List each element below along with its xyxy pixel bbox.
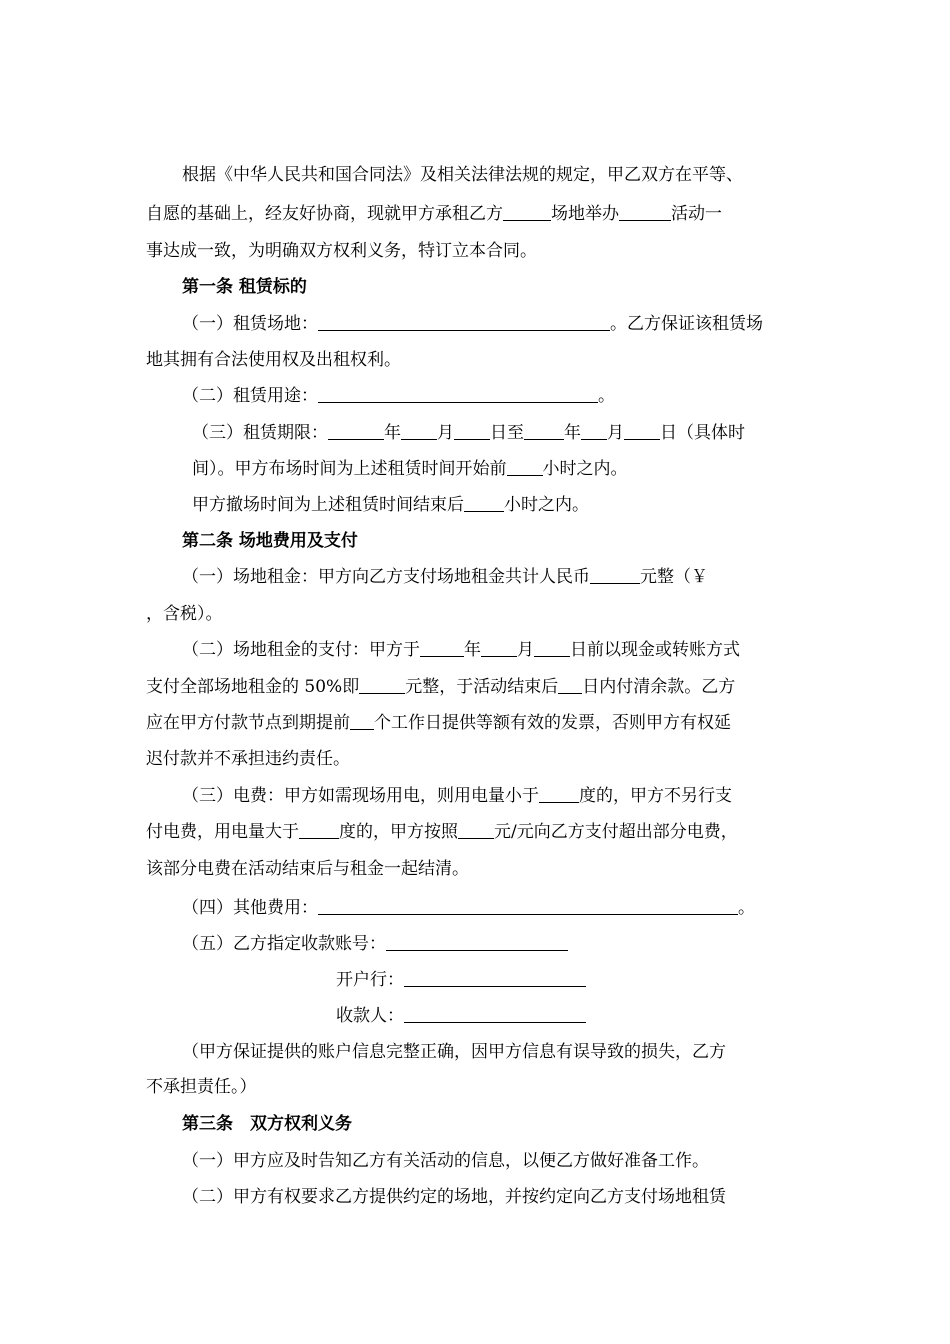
teardown-line: 甲方撤场时间为上述租赁时间结束后 小时之内。 xyxy=(192,495,589,515)
blank-field xyxy=(590,567,640,584)
venue-line-2: 地其拥有合法使用权及出租权利。 xyxy=(146,350,401,370)
blank-field xyxy=(458,822,494,839)
blank-field xyxy=(401,423,437,440)
blank-field xyxy=(624,423,660,440)
payment-line-3: 应在甲方付款节点到期提前 个工作日提供等额有效的发票，否则甲方有权延 xyxy=(146,713,731,733)
blank-field xyxy=(350,713,374,730)
blank-field xyxy=(464,495,504,512)
article-3-heading: 第三条 双方权利义务 xyxy=(182,1114,352,1134)
article-1-heading: 第一条 租赁标的 xyxy=(182,277,307,297)
venue-line: （一）租赁场地： 。乙方保证该租赁场 xyxy=(182,314,763,334)
term-line-2: 间）。甲方布场时间为上述租赁时间开始前 小时之内。 xyxy=(192,459,628,479)
blank-field xyxy=(328,423,384,440)
payee-line: 收款人： xyxy=(336,1005,586,1027)
blank-field xyxy=(481,640,517,657)
blank-field xyxy=(503,204,551,221)
rent-line: （一）场地租金：甲方向乙方支付场地租金共计人民币 元整（￥ xyxy=(182,567,708,587)
article-2-heading: 第二条 场地费用及支付 xyxy=(182,531,358,551)
rights-item-2: （二）甲方有权要求乙方提供约定的场地，并按约定向乙方支付场地租赁 xyxy=(182,1187,726,1207)
intro-line-1: 根据《中华人民共和国合同法》及相关法律法规的规定，甲乙双方在平等、 xyxy=(182,165,743,185)
blank-field xyxy=(581,423,607,440)
account-line: （五）乙方指定收款账号： xyxy=(182,933,568,955)
blank-field xyxy=(299,822,339,839)
other-fees-line: （四）其他费用： 。 xyxy=(182,898,755,918)
blank-field xyxy=(359,677,405,694)
blank-field xyxy=(524,423,564,440)
blank-field xyxy=(507,459,543,476)
account-note-line-2: 不承担责任。） xyxy=(146,1077,257,1097)
blank-field xyxy=(404,970,586,987)
electricity-line-2: 付电费，用电量大于 度的，甲方按照 元/元向乙方支付超出部分电费， xyxy=(146,822,738,842)
intro-line-2: 自愿的基础上，经友好协商，现就甲方承租乙方 场地举办 活动一 xyxy=(146,204,722,224)
intro-line-3: 事达成一致，为明确双方权利义务，特订立本合同。 xyxy=(146,241,537,261)
rent-line-2: ，含税）。 xyxy=(146,604,223,624)
blank-field xyxy=(539,786,579,803)
electricity-line-3: 该部分电费在活动结束后与租金一起结清。 xyxy=(146,859,469,879)
blank-field xyxy=(558,677,582,694)
electricity-line: （三）电费：甲方如需现场用电，则用电量小于 度的，甲方不另行支 xyxy=(182,786,732,806)
bank-line: 开户行： xyxy=(336,969,586,991)
payment-line: （二）场地租金的支付：甲方于 年 月 日前以现金或转账方式 xyxy=(182,640,740,660)
blank-field xyxy=(386,934,568,951)
blank-field xyxy=(318,386,598,403)
blank-field xyxy=(318,314,610,331)
account-note-line-1: （甲方保证提供的账户信息完整正确，因甲方信息有误导致的损失，乙方 xyxy=(182,1042,726,1062)
blank-field xyxy=(454,423,490,440)
blank-field xyxy=(318,898,738,915)
blank-field xyxy=(420,640,464,657)
blank-field xyxy=(404,1006,586,1023)
blank-field xyxy=(619,204,671,221)
payment-line-2: 支付全部场地租金的 50%即 元整，于活动结束后 日内付清余款。乙方 xyxy=(146,677,736,697)
rights-item-1: （一）甲方应及时告知乙方有关活动的信息，以便乙方做好准备工作。 xyxy=(182,1151,709,1171)
use-line: （二）租赁用途： 。 xyxy=(182,386,615,406)
blank-field xyxy=(534,640,570,657)
term-line: （三）租赁期限： 年 月 日至 年 月 日（具体时 xyxy=(192,423,745,443)
payment-line-4: 迟付款并不承担违约责任。 xyxy=(146,749,350,769)
